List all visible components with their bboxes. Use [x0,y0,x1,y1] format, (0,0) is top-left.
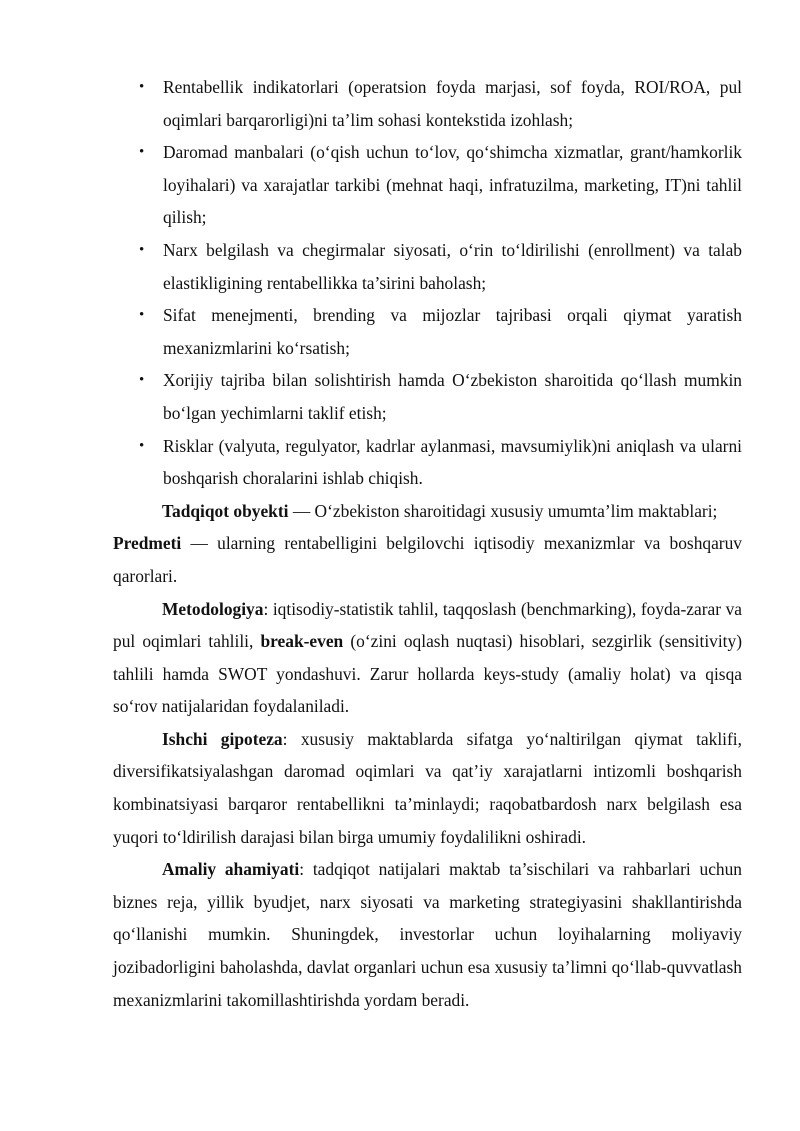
bullet-icon: • [139,241,145,258]
list-item [113,364,742,429]
research-subject-paragraph [113,527,742,592]
list-item [113,430,742,495]
research-subject-label: Predmeti [113,533,182,554]
methodology-text: : iqtisodiy-statistik tahlil, taqqoslash (benchmarking), foyda-zarar va pul oqimlari tahlili, [113,598,742,652]
significance-paragraph [113,853,742,1016]
list-item-text: Xorijiy tajriba bilan solishtirish hamda O‘zbekiston sharoitida qo‘llash mumkin bo‘lgan yechimlarni taklif etish; [163,370,742,423]
list-item [113,299,742,364]
bullet-icon: • [139,437,145,454]
significance-text: : tadqiqot natijalari maktab ta’sischilari va rahbarlari uchun biznes reja, yillik byudjet, narx siyosati va marketing strategiyasini shakllantirishda qo‘llanishi mumkin. Shuningdek, investorlar uchun loyihalarning moliyaviy jozibadorligini baholashda, davlat organlari uchun esa xususiy ta’limni qo‘llab-quvvatlash mexanizmlarini takomillashtirishda yordam beradi. [113,859,742,1010]
list-item-text: Daromad manbalari (o‘qish uchun to‘lov, qo‘shimcha xizmatlar, grant/hamkorlik loyihalari) va xarajatlar tarkibi (mehnat haqi, infratuzilma, marketing, IT)ni tahlil qilish; [163,142,742,228]
bullet-icon: • [139,144,145,161]
hypothesis-paragraph [113,723,742,853]
research-subject-text: — ularning rentabelligini belgilovchi iqtisodiy mexanizmlar va boshqaruv qarorlari. [113,533,742,586]
hypothesis-label: Ishchi gipoteza [162,728,283,749]
list-item [113,71,742,136]
list-item-text: Narx belgilash va chegirmalar siyosati, o‘rin to‘ldirilishi (enrollment) va talab elastikligining rentabellikka ta’sirini baholash; [163,239,742,293]
research-object-text: — O‘zbekiston sharoitidagi xususiy umumta’lim maktablari; [288,500,718,521]
hypothesis-text: : xususiy maktablarda sifatga yo‘naltirilgan qiymat taklifi, diversifikatsiyalashgan daromad oqimlari va qat’iy xarajatlarni intizomli boshqarish kombinatsiyasi barqaror rentabellikni ta’minlaydi; raqobatbardosh narx belgilash esa yuqori to‘ldirilish darajasi bilan birga umumiy foydalilikni oshiradi. [113,728,742,847]
methodology-paragraph [113,593,742,723]
research-object-label: Tadqiqot obyekti [162,500,289,521]
break-even-term: break-even [260,631,344,652]
significance-label: Amaliy ahamiyati [162,859,300,880]
objectives-list [113,71,742,495]
list-item [113,136,742,234]
list-item-text: Sifat menejmenti, brending va mijozlar tajribasi orqali qiymat yaratish mexanizmlarini ko‘rsatish; [163,305,742,358]
bullet-icon: • [139,307,145,324]
methodology-label: Metodologiya [162,598,264,619]
bullet-icon: • [139,79,145,95]
bullet-icon: • [139,372,145,389]
methodology-text-end: (o‘zini oqlash nuqtasi) hisoblari, sezgirlik (sensitivity) tahlili hamda SWOT yondashuvi. Zarur hollarda keys-study (amaliy holat) va qisqa so‘rov natijalaridan foydalaniladi. [113,631,742,717]
list-item-text: Rentabellik indikatorlari (operatsion foyda marjasi, sof foyda, ROI/ROA, pul oqimlari barqarorligi)ni ta’lim sohasi kontekstida izohlash; [163,77,742,130]
list-item-text: Risklar (valyuta, regulyator, kadrlar aylanmasi, mavsumiylik)ni aniqlash va ularni boshqarish choralarini ishlab chiqish. [163,435,742,489]
list-item [113,234,742,299]
research-object-paragraph [113,495,742,528]
